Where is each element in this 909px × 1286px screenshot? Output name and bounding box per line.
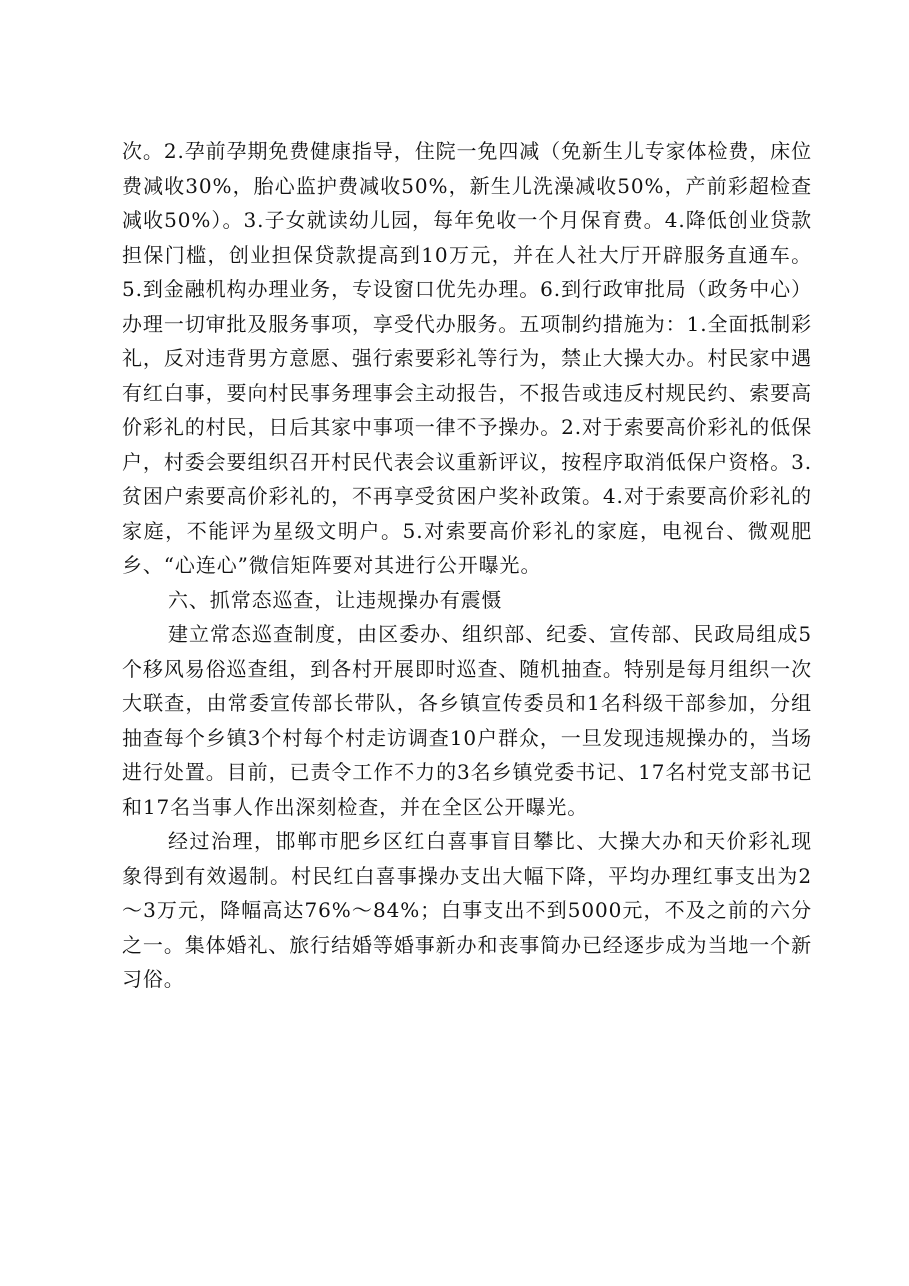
section-heading: 六、抓常态巡查，让违规操办有震慑 [168, 587, 503, 612]
paragraph-results: 经过治理，邯郸市肥乡区红白喜事盲目攀比、大操大办和天价彩礼现象得到有效遏制。村民红白喜事操办支出大幅下降，平均办理红事支出为2～3万元，降幅高达76%～84%；白事支出不到5000元，不及之前的六分之一。集体婚礼、旅行结婚等婚事新办和丧事简办已经逐步成为当地一个新习俗。 [122, 829, 812, 991]
document-body [122, 134, 812, 997]
paragraph-inspection: 建立常态巡查制度，由区委办、组织部、纪委、宣传部、民政局组成5个移风易俗巡查组，到各村开展即时巡查、随机抽查。特别是每月组织一次大联查，由常委宣传部长带队，各乡镇宣传委员和1名科级干部参加，分组抽查每个乡镇3个村每个村走访调查10户群众，一旦发现违规操办的，当场进行处置。目前，已责令工作不力的3名乡镇党委书记、17名村党支部书记和17名当事人作出深刻检查，并在全区公开曝光。 [122, 622, 812, 819]
paragraph-continuation: 次。2.孕前孕期免费健康指导，住院一免四减（免新生儿专家体检费，床位费减收30%，胎心监护费减收50%，新生儿洗澡减收50%，产前彩超检查减收50%）。3.子女就读幼儿园，每年免收一个月保育费。4.降低创业贷款担保门槛，创业担保贷款提高到10万元，并在人社大厅开辟服务直通车。5.到金融机构办理业务，专设窗口优先办理。6.到行政审批局（政务中心）办理一切审批及服务事项，享受代办服务。五项制约措施为：1.全面抵制彩礼，反对违背男方意愿、强行索要彩礼等行为，禁止大操大办。村民家中遇有红白事，要向村民事务理事会主动报告，不报告或违反村规民约、索要高价彩礼的村民，日后其家中事项一律不予操办。2.对于索要高价彩礼的低保户，村委会要组织召开村民代表会议重新评议，按程序取消低保户资格。3.贫困户索要高价彩礼的，不再享受贫困户奖补政策。4.对于索要高价彩礼的家庭，不能评为星级文明户。5.对索要高价彩礼的家庭，电视台、微观肥乡、“心连心”微信矩阵要对其进行公开曝光。 [122, 139, 812, 577]
